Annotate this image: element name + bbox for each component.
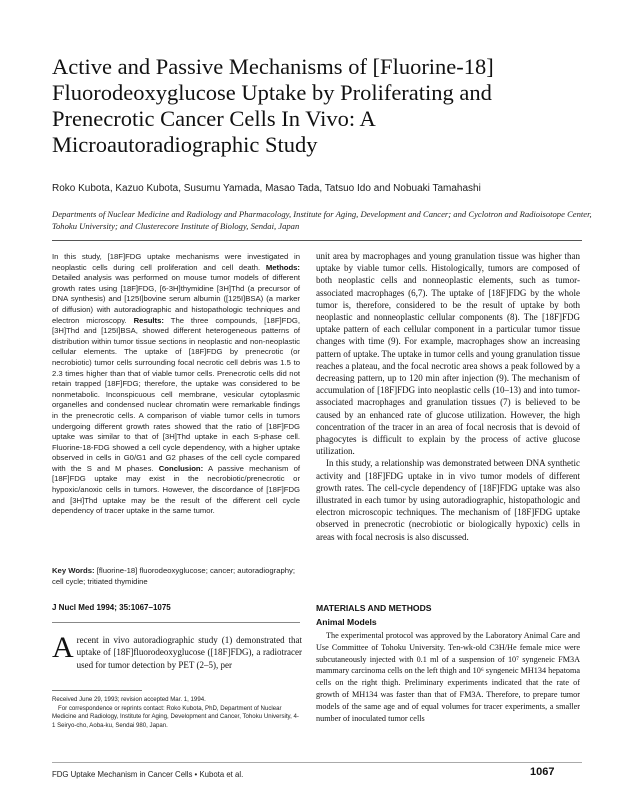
methods-paragraph: The experimental protocol was approved by the Laboratory Animal Care and Use Committee of Tohoku University. Ten-wk-old C3H/He female mice were subcutaneously injected with 0.1 ml of a suspension of 10⁷ syngeneic FM3A mammary carcinoma cells on the left thigh and 10⁶ syngeneic MH134 hepatoma cells on the right thigh. Preliminary experiments indicated that the rate of growth of MH134 was faster than that of FM3A. Therefore, to prepare tumor models of the same age and of equal volumes for tracer experiments, a smaller number of inoculated tumor cells [316, 631, 580, 723]
abstract-methods: Detailed analysis was performed on mouse tumor models of different growth rates using [18F]FDG, [6-3H]thymidine [3H]Thd (a precursor of DNA synthesis) and [125I]bovine serum albumin ([125I]BSA) (a marker of diffusion) with autoradiographic and histopathologic techniques and electron microscopy. [52, 273, 300, 325]
footnote [52, 696, 300, 730]
abstract-conclusion: A passive mechanism of [18F]FDG uptake may exist in the necrobiotic/prenecrotic or hypoxic/anoxic cells in tumors. However, the discordance of [18F]FDG and [3H]Thd uptake may be the result of the different cell cycle dependency of tracer uptake in the same tumor. [52, 463, 300, 516]
received-date: Received June 29, 1993; revision accepted Mar. 1, 1994. [52, 696, 206, 703]
abstract-conclusion-label: Conclusion: [158, 463, 204, 473]
abstract-rule [52, 622, 300, 623]
footer-rule [52, 762, 582, 763]
intro-paragraph [52, 631, 302, 671]
footnote-rule [52, 690, 142, 691]
page-number: 1067 [530, 766, 555, 778]
subsection-heading: Animal Models [316, 617, 377, 627]
header-rule [52, 240, 582, 241]
affiliation: Departments of Nuclear Medicine and Radiology and Pharmacology, Institute for Aging, Development and Cancer; and Cyclotron and Radioisotope Center, Tohoku University; and Clusterecore Institute of Biology, Sendai, Japan [52, 209, 592, 231]
journal-citation: J Nucl Med 1994; 35:1067–1075 [52, 603, 171, 612]
abstract-methods-label: Methods: [265, 262, 300, 272]
intro-text: recent in vivo autoradiographic study (1) demonstrated that uptake of [18F]fluorodeoxyglucose ([18F]FDG), a radiotracer used for tumor detection by PET (2–5), per [76, 635, 302, 670]
abstract-results-label: Results: [133, 315, 164, 325]
abstract [52, 252, 300, 517]
abstract-results: The three compounds, [18F]FDG, [3H]Thd and [125I]BSA, showed different heterogeneous patterns of distribution within tumor tissue sections in neoplastic and non-neoplastic cellular elements. The uptake of [18F]FDG by prenecrotic (or necrobiotic) tumor cells surrounding focal necrotic cell debris was 1.5 to 2.3 times higher than that of viable tumor cells. Prenecrotic cells did not retain trapped [18F]FDG; therefore, the uptake was considered to be nonmetabolic. Inconspicuous cell membrane, vesicular cytoplasmic organelles and condensed nuclear chromatin were remarkable findings in the prenecrotic cells. A comparison of viable tumor cells in tumors undergoing different growth rates showed that the ratio of [18F]FDG uptake was similar to that of [3H]Thd uptake in each S-phase cell. Fluorine-18-FDG showed a cell cycle dependency, with a higher uptake observed in cells in G0/G1 and G2 phases of the cell cycle compared with the S and M phases. [52, 315, 301, 473]
section-heading: MATERIALS AND METHODS [316, 603, 432, 613]
author-list: Roko Kubota, Kazuo Kubota, Susumu Yamada, Masao Tada, Tatsuo Ido and Nobuaki Tamahashi [52, 183, 481, 194]
paper-title: Active and Passive Mechanisms of [Fluorine-18] Fluorodeoxyglucose Uptake by Proliferating and Prenecrotic Cancer Cells In Vivo: A Microautoradiographic Study [52, 54, 494, 157]
drop-cap: A [52, 631, 74, 664]
abstract-intro: In this study, [18F]FDG uptake mechanisms were investigated in neoplastic cells during cell proliferation and cell death. [52, 252, 300, 272]
right-column [316, 250, 580, 543]
col2-paragraph-1: unit area by macrophages and young granulation tissue was higher than uptake by viable tumor cells. Histologically, tumors are composed of both neoplastic cells and nonneoplastic elements, such as tumor-associated macrophages (6,7). The uptake of [18F]FDG by the whole tumor is, therefore, considered to be the result of uptake by both neoplastic and nonneoplastic cellular components (8). The [18F]FDG uptake pattern of each cellular component in a particular tumor tissue changes with time (9). For example, macrophages show an increasing pattern of uptake. The uptake in tumor cells and young granulation tissue reaches a plateau, and the focal necrotic area shows a peak followed by a decreasing pattern, up to 120 min after injection (9). The mechanism of accumulation of [18F]FDG into neoplastic cells (10–13) and into tumor-associated macrophages and granulation tissues (7) is believed to be caused by an enhanced rate of glucose utilization. However, the high concentration of the tracer in an area of focal necrosis that is devoid of phagocytes is difficult to explain by the process of active glucose utilization. [316, 251, 580, 457]
keywords-label: Key Words: [52, 566, 95, 575]
keywords [52, 566, 300, 587]
col2-paragraph-2: In this study, a relationship was demonstrated between DNA synthetic activity and [18F]FDG uptake in in vivo tumor models of different growth rates. The cell-cycle dependency of [18F]FDG uptake was also illustrated in each tumor by using autoradiographic, histopathologic and electron microscopic techniques. The mechanism of [18F]FDG uptake observed in prenecrotic (necrobiotic or biologically hypoxic) cells in areas with focal necrosis is also discussed. [316, 458, 580, 542]
correspondence: For correspondence or reprints contact: Roko Kubota, PhD, Department of Nuclear Medicine and Radiology, Institute for Aging, Development and Cancer, Tohoku University, 4-1 Seiryo-cho, Aoba-ku, Sendai 980, Japan. [52, 704, 299, 729]
keywords-text: [fluorine-18] fluorodeoxyglucose; cancer; autoradiography; cell cycle; tritiated thymidine [52, 566, 296, 586]
running-title: FDG Uptake Mechanism in Cancer Cells • Kubota et al. [52, 770, 244, 779]
